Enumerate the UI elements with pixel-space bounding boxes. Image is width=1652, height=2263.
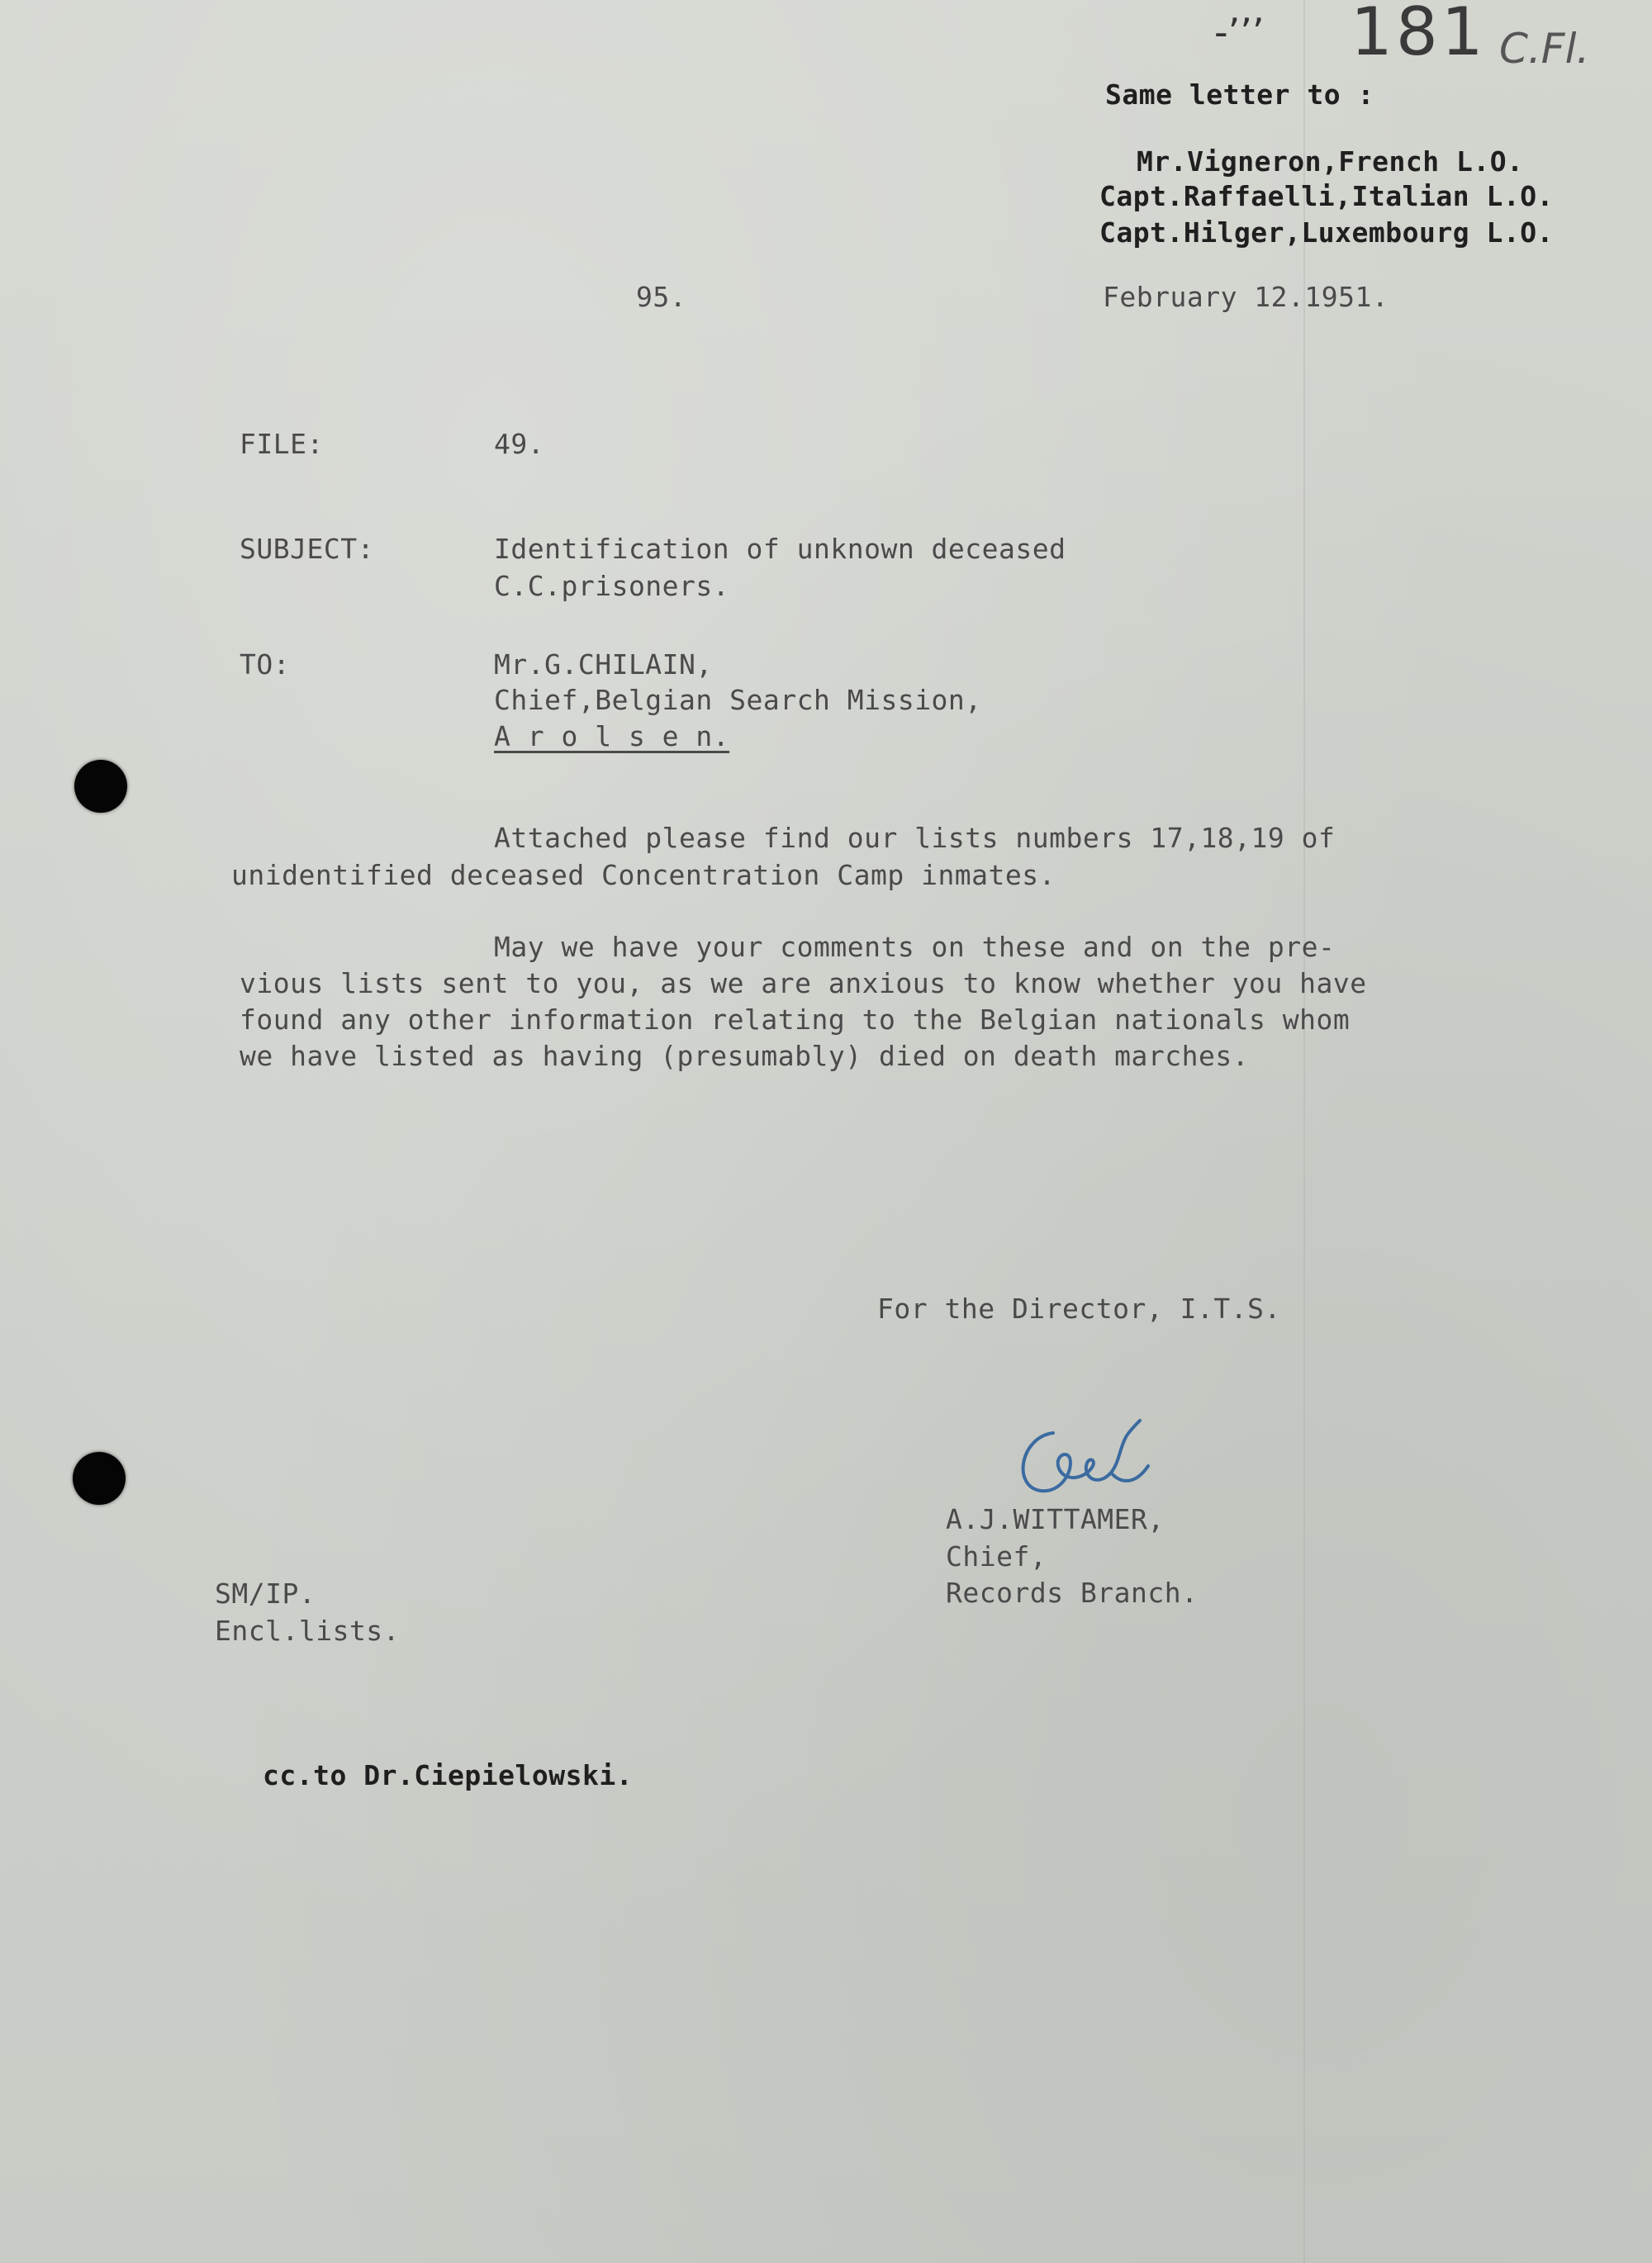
paragraph-1-line-1: Attached please find our lists numbers 17,18,19 of [494,822,1336,854]
punch-hole-bottom [73,1452,126,1505]
paragraph-2-line-1: May we have your comments on these and on the pre- [494,931,1336,963]
paragraph-2-line-3: found any other information relating to the Belgian nationals whom [240,1003,1351,1036]
reference-number: 95. [636,281,687,313]
letter-date: February 12.1951. [1103,281,1389,313]
archive-marks: -’’’ [1214,10,1265,55]
recipient-1: Mr.Vigneron,French L.O. [1137,145,1524,178]
to-line-3: A r o l s e n. [494,720,730,752]
subject-label: SUBJECT: [240,533,374,565]
paragraph-1-line-2: unidentified deceased Concentration Camp inmates. [231,859,1056,891]
fold-line [1303,0,1305,2263]
handwritten-tag: C.Fl. [1499,25,1590,73]
punch-hole-top [74,760,127,813]
signatory-department: Records Branch. [946,1577,1199,1609]
same-letter-label: Same letter to : [1105,78,1374,111]
signature [995,1408,1161,1516]
to-line-1: Mr.G.CHILAIN, [494,648,713,681]
paragraph-2-line-2: vious lists sent to you, as we are anxious to know whether you have [240,967,1367,999]
to-line-2: Chief,Belgian Search Mission, [494,684,982,716]
signatory-title: Chief, [946,1540,1047,1573]
recipient-3: Capt.Hilger,Luxembourg L.O. [1099,216,1554,249]
to-label: TO: [240,648,291,681]
recipient-2: Capt.Raffaelli,Italian L.O. [1099,180,1554,212]
file-label: FILE: [240,428,324,460]
enclosure: Encl.lists. [215,1615,401,1647]
for-director-line: For the Director, I.T.S. [877,1293,1281,1325]
initials: SM/IP. [215,1577,316,1610]
page-number: 181 [1351,0,1487,70]
signatory-name: A.J.WITTAMER, [946,1503,1165,1535]
paragraph-2-line-4: we have listed as having (presumably) died on death marches. [240,1040,1250,1072]
subject-line-1: Identification of unknown deceased [494,533,1066,565]
cc-line: cc.to Dr.Ciepielowski. [263,1759,634,1791]
subject-line-2: C.C.prisoners. [494,570,730,602]
file-value: 49. [494,428,545,460]
